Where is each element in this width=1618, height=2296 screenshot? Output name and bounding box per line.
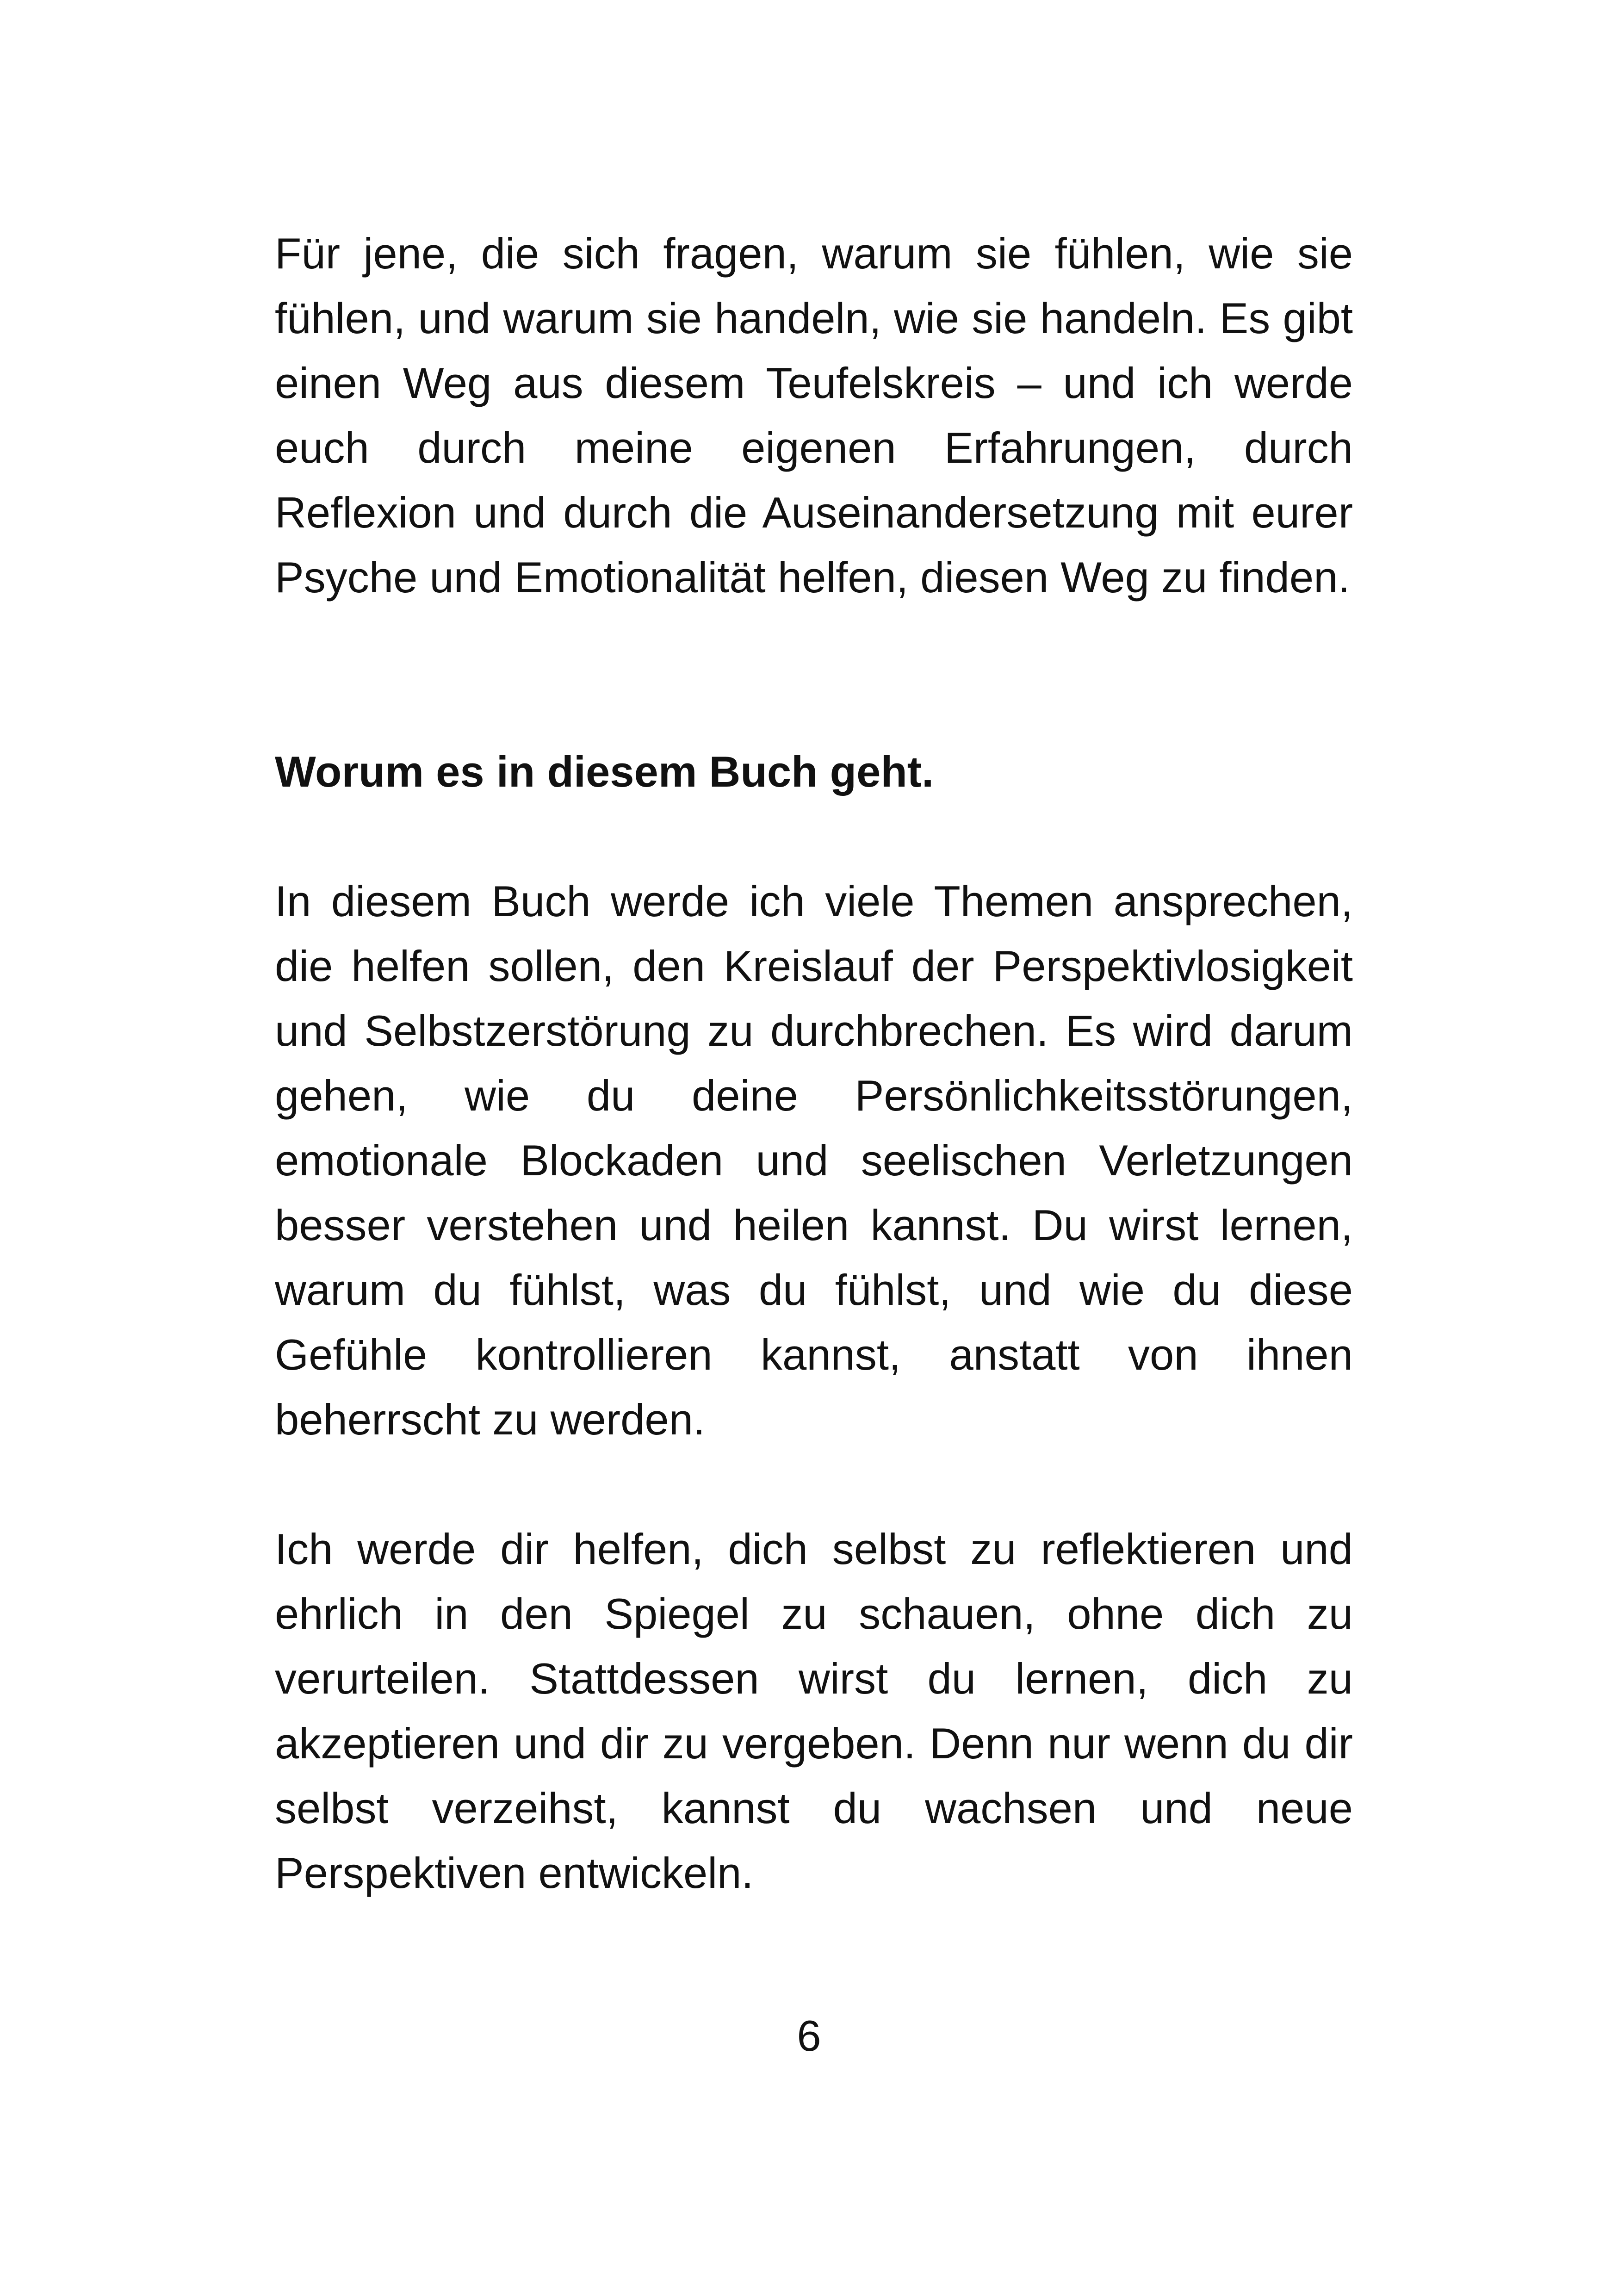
section-heading: Worum es in diesem Buch geht. bbox=[275, 747, 934, 796]
body-paragraph-reflection: Ich werde dir helfen, dich selbst zu reflektieren und ehrlich in den Spiegel zu schauen, ohne dich zu verurteilen. Stattdessen wirst du lernen, dich zu akzeptieren und dir zu vergeben. Denn nur wenn du dir selbst verzeihst, kannst du wachsen und neue Perspektiven entwickeln. bbox=[275, 1525, 1353, 1897]
intro-paragraph: Für jene, die sich fragen, warum sie fühlen, wie sie fühlen, und warum sie handeln, wie sie handeln. Es gibt einen Weg aus diesem Teufelskreis – und ich werde euch durch meine eigenen Erfahrungen, durch Reflexion und durch die Auseinandersetzung mit eurer Psyche und Emotionalität helfen, diesen Weg zu finden. bbox=[275, 229, 1353, 602]
body-paragraph-topics: In diesem Buch werde ich viele Themen ansprechen, die helfen sollen, den Kreislauf der Perspektivlosigkeit und Selbstzerstörung zu durchbrechen. Es wird darum gehen, wie du deine Persönlichkeitsstörungen, emotionale Blockaden und seelischen Verletzungen besser verstehen und heilen kannst. Du wirst lernen, warum du fühlst, was du fühlst, und wie du diese Gefühle kontrollieren kannst, anstatt von ihnen beherrscht zu werden. bbox=[275, 877, 1353, 1444]
page-number: 6 bbox=[797, 2011, 821, 2060]
